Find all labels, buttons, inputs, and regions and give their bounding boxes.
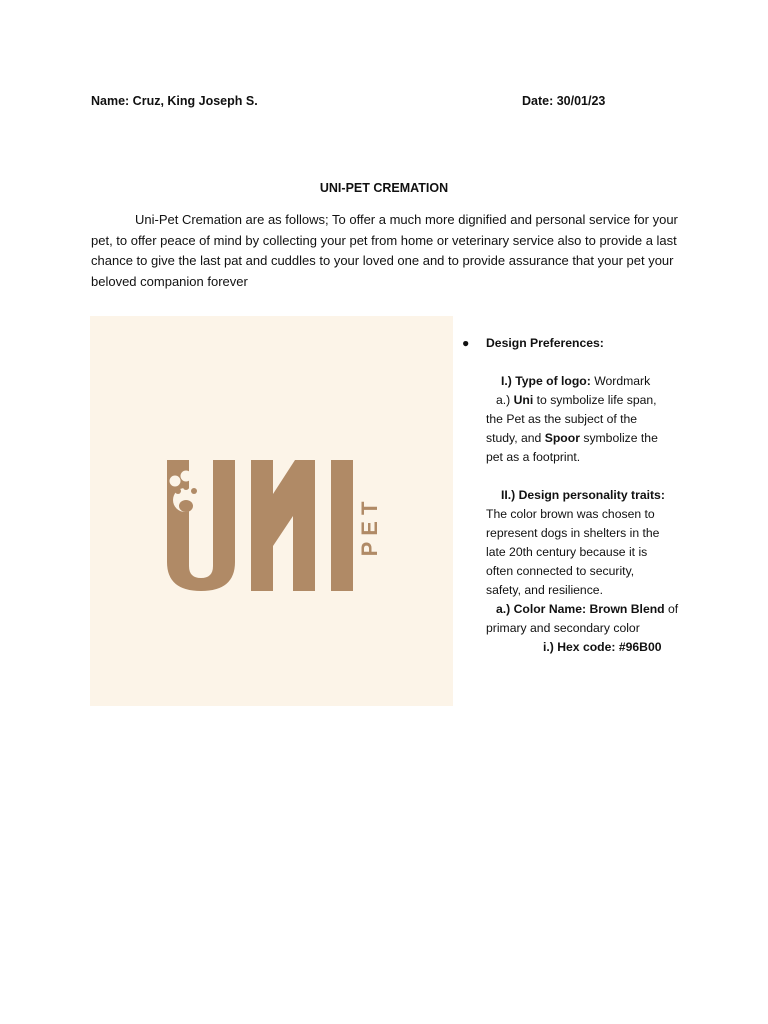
student-name: Name: Cruz, King Joseph S. xyxy=(91,94,258,108)
logo-letter-n xyxy=(251,460,315,591)
preferences-heading: Design Preferences: xyxy=(486,336,604,350)
logo-type-detail-3: study, and Spoor symbolize the xyxy=(486,431,658,445)
logo-panel xyxy=(90,316,453,706)
logo-side-text: PET xyxy=(357,495,382,557)
traits-line: often connected to security, xyxy=(486,564,635,578)
uni-pet-logo xyxy=(90,316,453,706)
bullet-icon: ● xyxy=(462,336,470,350)
document-title: UNI-PET CREMATION xyxy=(319,181,449,195)
preferences-heading-row xyxy=(462,334,692,353)
document-date: Date: 30/01/23 xyxy=(522,94,606,108)
color-name-detail: primary and secondary color xyxy=(486,621,640,635)
logo-type-detail-1: a.) Uni to symbolize life span, xyxy=(496,393,657,407)
logo-type-detail-2: the Pet as the subject of the xyxy=(486,412,638,426)
traits-line: represent dogs in shelters in the xyxy=(486,526,660,540)
traits-line: safety, and resilience. xyxy=(486,583,603,597)
traits-line: The color brown was chosen to xyxy=(486,507,655,521)
intro-paragraph: Uni-Pet Cremation are as follows; To offer a much more dignified and personal service for your pet, to offer peace of mind by collecting your pet from home or veterinary service also to provide a last chance to give the last pat and cuddles to your loved one and to provide assurance that your pet your beloved companion forever xyxy=(91,212,678,289)
design-preferences xyxy=(462,334,692,657)
color-name-row: a.) Color Name: Brown Blend of xyxy=(496,602,679,616)
logo-type-row: I.) Type of logo: Wordmark xyxy=(501,374,651,388)
traits-line: late 20th century because it is xyxy=(486,545,648,559)
logo-letter-i xyxy=(331,460,353,591)
personality-traits-label: II.) Design personality traits: xyxy=(501,488,665,502)
logo-type-detail-4: pet as a footprint. xyxy=(486,450,581,464)
hex-code-row: i.) Hex code: #96B00 xyxy=(543,640,662,654)
